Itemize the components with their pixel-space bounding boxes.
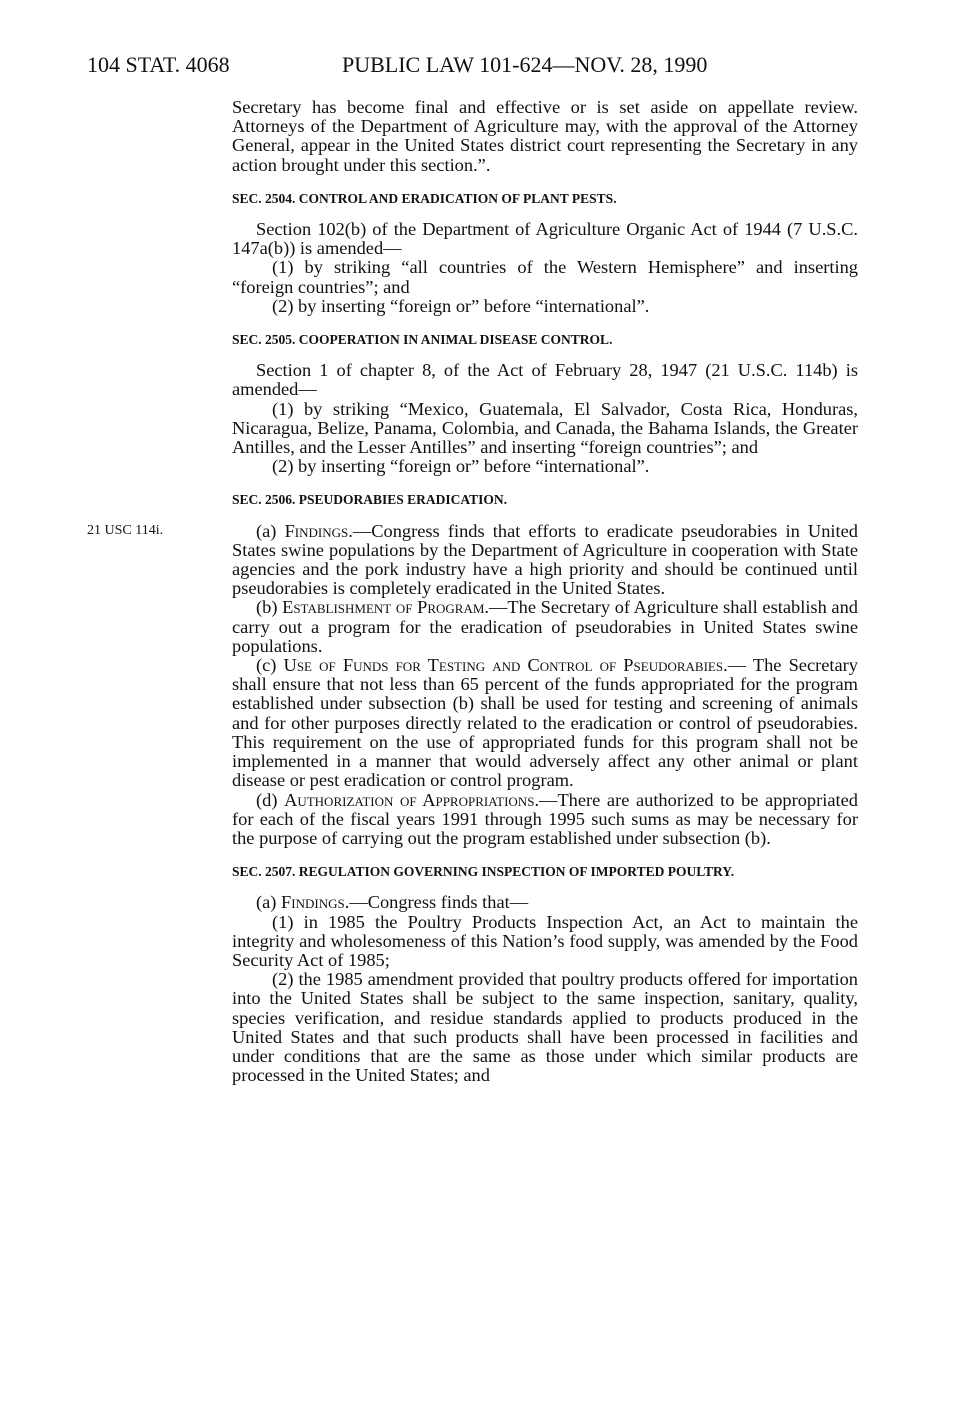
subsection-title: Findings. [284, 520, 353, 541]
subsection-title: Use of Funds for Testing and Control of Pseudorabies. [283, 655, 728, 676]
subsection-text: —Congress finds that— [349, 892, 529, 913]
stat-page-number: 104 STAT. 4068 [87, 52, 230, 77]
subsection-title: Establishment of Program. [282, 597, 490, 618]
subsection-label: (b) [256, 597, 278, 618]
subsection-label: (d) [256, 789, 278, 810]
subsection-text: —There are authorized to be appropriated for each of the fiscal years 1991 through 1995 such sums as may be necessary for the purpose of carrying out the program established under subsection (b). [232, 789, 858, 848]
section-title: REGULATION GOVERNING INSPECTION OF IMPORTED POULTRY. [298, 864, 735, 880]
section-2504-heading: SEC. 2504. CONTROL AND ERADICATION OF PLANT PESTS. [232, 190, 617, 206]
subsection-text: — The Secretary shall ensure that not less than 65 percent of the funds appropriated for the program established under subsection (b) shall be used for testing and screening of animals and for other purposes directly related to the eradication or control of pseudorabies. This requirement on the use of appropriated funds for this program shall not be implemented in a manner that would adversely affect any other animal or plant disease or pest eradication or control program. [232, 655, 859, 791]
subsection-label: (a) [256, 520, 277, 541]
section-2507-subsection-a [232, 893, 858, 912]
section-2505-para-2: (2) by inserting “foreign or” before “international”. [272, 456, 650, 477]
subsection-title: Findings. [281, 892, 350, 913]
section-2506-subsection-c [232, 656, 858, 790]
section-2504-para-2: (2) by inserting “foreign or” before “international”. [272, 295, 650, 316]
section-2504-intro: Section 102(b) of the Department of Agriculture Organic Act of 1944 (7 U.S.C. 147a(b)) is amended— [232, 219, 858, 259]
section-2507-para-1: (1) in 1985 the Poultry Products Inspection Act, an Act to maintain the integrity and wholesomeness of this Nation’s food supply, was amended by the Food Security Act of 1985; [232, 911, 858, 970]
section-2505-para-1: (1) by striking “Mexico, Guatemala, El Salvador, Costa Rica, Honduras, Nicaragua, Belize, Panama, Colombia, and Canada, the Bahama Islands, the Greater Antilles, and the Lesser Antilles” and inserting “foreign countries”; and [232, 398, 858, 458]
continued-paragraph: Secretary has become final and effective or is set aside on appellate review. Attorneys of the Department of Agriculture may, with the approval of the Attorney General, appear in the United States district court representing the Secretary in any action brought under this section.”. [232, 97, 858, 175]
section-2506-subsection-b [232, 598, 858, 656]
subsection-title: Authorization of Appropriations. [284, 789, 540, 810]
section-2506-subsection-d [232, 791, 858, 849]
section-2505-intro: Section 1 of chapter 8, of the Act of February 28, 1947 (21 U.S.C. 114b) is amended— [232, 360, 858, 400]
section-2506-heading: SEC. 2506. PSEUDORABIES ERADICATION. [232, 492, 508, 508]
subsection-label: (c) [256, 655, 277, 676]
section-2504-para-1: (1) by striking “all countries of the Western Hemisphere” and inserting “foreign countries”; and [232, 257, 858, 297]
section-2506-subsection-a [232, 522, 858, 599]
subsection-text: —The Secretary of Agriculture shall establish and carry out a program for the eradication of pseudorabies in United States swine populations. [232, 597, 858, 656]
margin-citation: 21 USC 114i. [87, 523, 164, 538]
section-2505-heading: SEC. 2505. COOPERATION IN ANIMAL DISEASE CONTROL. [232, 332, 613, 348]
subsection-label: (a) [256, 892, 277, 913]
section-2507-para-2: (2) the 1985 amendment provided that poultry products offered for importation into the United States shall be subject to the same inspection, sanitary, quality, species verification, and residue standards applied to products produced in the United States and that such products shall have been processed in facilities and under conditions that are the same as those under which similar products are processed in the United States; and [232, 969, 858, 1086]
section-2507-heading [232, 862, 858, 881]
section-number: SEC. 2507. [232, 864, 296, 880]
public-law-title: PUBLIC LAW 101-624—NOV. 28, 1990 [342, 52, 708, 77]
subsection-text: —Congress finds that efforts to eradicate pseudorabies in United States swine populations by the Department of Agriculture in cooperation with State agencies and the pork industry have a high priority and should be continued until pseudorabies is completely eradicated in the United States. [232, 520, 858, 599]
document-body [232, 98, 858, 1085]
page-header [87, 52, 887, 82]
